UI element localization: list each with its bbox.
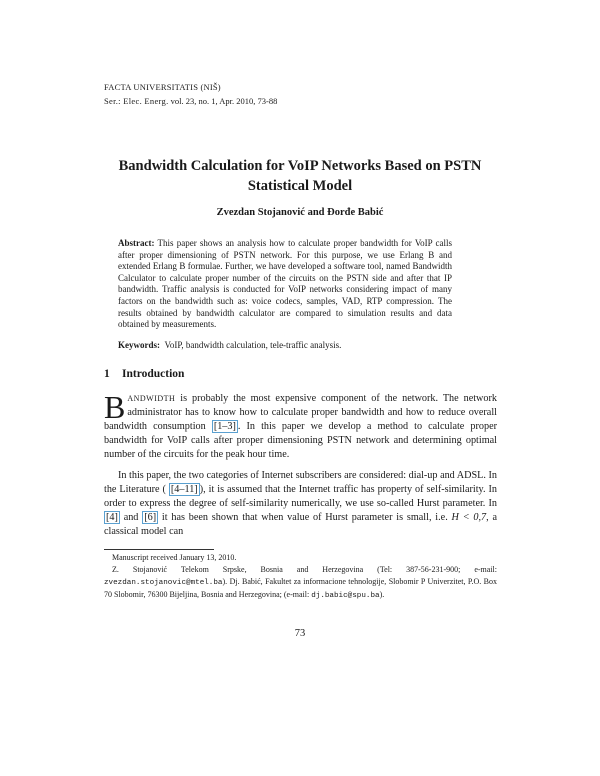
para2-text-c: and bbox=[119, 512, 143, 524]
keywords-label: Keywords: bbox=[118, 340, 160, 350]
para1-text-b: . In this paper we develop a method to calculate proper bandwidth for VoIP calls after proper dimensioning PSTN network and determining optimal number of the circuits for the peak hour time. bbox=[104, 421, 497, 461]
abstract-text: This paper shows an analysis how to calculate proper bandwidth for VoIP calls after proper dimensioning of PSTN network. For this purpose, we use Erlang B and extended Erlang B formulae. Further, we have developed a software tool, named Bandwidth Calculator to calculate proper number of the circuits on the PSTN side and after that IP bandwidth. Traffic analysis is conducted for VoIP networks considering impact of many factors on the bandwidth such as: voice codecs, samples, VAD, RTP compression. The results obtained by bandwidth calculator are compared to simulation results and data obtained by measurements. bbox=[118, 238, 452, 330]
footnote-rule bbox=[104, 549, 214, 550]
drop-cap: B bbox=[104, 389, 126, 425]
footnote-received: Manuscript received January 13, 2010. bbox=[112, 553, 237, 562]
authors: Zvezdan Stojanović and Đorđe Babić bbox=[216, 207, 384, 218]
para1-text-a: is probably the most expensive component of the network. The network administrator has to know how to calculate proper bandwidth and how to reduce overall bandwidth consumption bbox=[104, 393, 497, 433]
section-heading bbox=[104, 368, 184, 380]
series-line bbox=[104, 96, 277, 106]
citation-link[interactable]: [4] bbox=[106, 512, 118, 524]
email-link[interactable]: dj.babic@spu.ba bbox=[311, 592, 380, 600]
intro-paragraph-1 bbox=[104, 389, 497, 462]
affil-text-c: ). bbox=[379, 590, 385, 599]
title-line-1: Bandwidth Calculation for VoIP Networks Based on PSTN bbox=[118, 158, 482, 174]
keywords bbox=[118, 340, 452, 350]
para2-text-b: ), it is assumed that the Internet traffic has property of self-similarity. In order to express the degree of self-similarity numerically, we use so-called Hurst parameter. In bbox=[104, 484, 497, 510]
para2-text-d: it has been shown that when value of Hurst parameter is small, i.e. bbox=[158, 512, 452, 524]
citation-link[interactable]: [1–3] bbox=[213, 421, 236, 433]
intro-paragraph-2 bbox=[104, 469, 497, 539]
email-link[interactable]: zvezdan.stojanovic@mtel.ba bbox=[104, 578, 223, 587]
para2-text-a: In this paper, the two categories of Internet subscribers are considered: dial-up and ADSL. In the Literature ( bbox=[104, 470, 497, 496]
title-line-2: Statistical Model bbox=[247, 178, 353, 194]
math-expression: H < 0,7 bbox=[451, 512, 487, 524]
page-number: 73 bbox=[294, 628, 306, 639]
citation-link[interactable]: [4–11] bbox=[170, 484, 198, 496]
keywords-text: VoIP, bandwidth calculation, tele-traffic analysis. bbox=[164, 340, 342, 350]
paper-title bbox=[60, 156, 540, 196]
affil-text-a: Z. Stojanović Telekom Srpske, Bosnia and Herzegovina (Tel: 387-56-231-900; e-mail: bbox=[112, 565, 497, 574]
smallcaps-word: ANDWIDTH bbox=[127, 394, 176, 403]
affil-text-b: ). Dj. Babić, Fakultet za informacione tehnologije, Slobomir P Univerzitet, P.O. Box 70 Slobomir, 76300 Bijeljina, Bosnia and Herzegovina; (e-mail: bbox=[104, 576, 497, 599]
series-prefix: Ser.: Elec. Energ. bbox=[104, 96, 169, 106]
para2-text-e: , a classical model can bbox=[104, 512, 497, 538]
abstract-label: Abstract: bbox=[118, 238, 155, 248]
abstract bbox=[118, 238, 452, 331]
citation-link[interactable]: [6] bbox=[144, 512, 157, 524]
section-number: 1 bbox=[104, 368, 110, 380]
series-details: vol. 23, no. 1, Apr. 2010, 73-88 bbox=[168, 96, 278, 106]
journal-name: FACTA UNIVERSITATIS (NIŠ) bbox=[104, 82, 221, 92]
footnote-affiliations bbox=[104, 564, 497, 603]
section-title: Introduction bbox=[122, 368, 185, 380]
